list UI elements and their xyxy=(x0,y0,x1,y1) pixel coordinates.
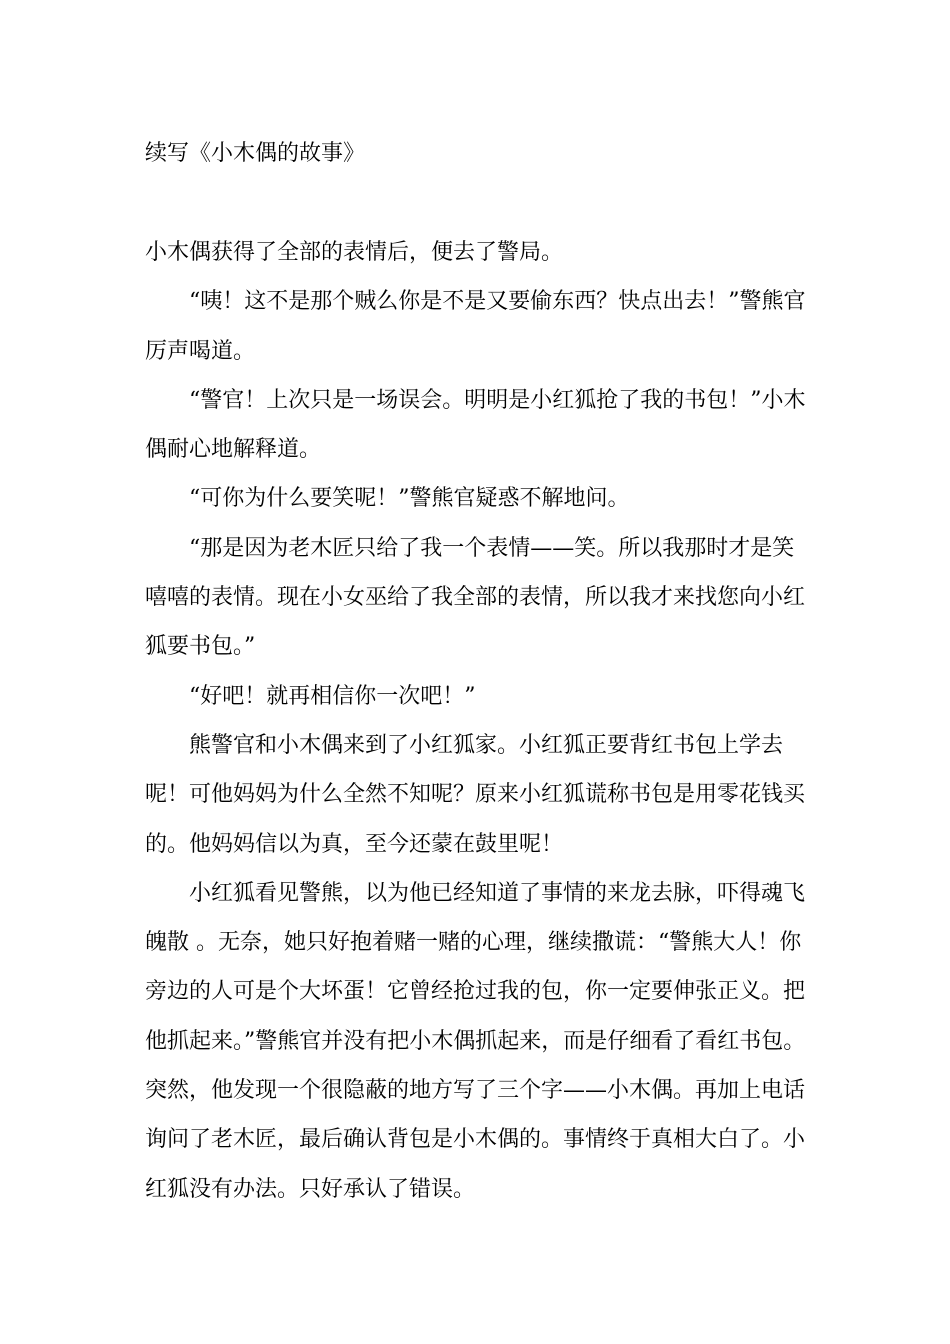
paragraph-4: “可你为什么要笑呢！”警熊官疑惑不解地问。 xyxy=(189,486,630,512)
paragraph-3: “警官！上次只是一场误会。明明是小红狐抢了我的书包！”小木偶耐心地解释道。 xyxy=(145,387,806,463)
paragraph-6: “好吧！就再相信你一次吧！” xyxy=(189,683,476,709)
paragraph-1: 小木偶获得了全部的表情后，便去了警局。 xyxy=(145,240,564,265)
paragraph-7: 熊警官和小木偶来到了小红狐家。小红狐正要背红书包上学去呢！可他妈妈为什么全然不知呢？原来小红狐谎称书包是用零花钱买的。他妈妈信以为真，至今还蒙在鼓里呢！ xyxy=(145,732,806,857)
paragraph-8: 小红狐看见警熊，以为他已经知道了事情的来龙去脉，吓得魂飞魄散 。无奈，她只好抱着赌一赌的心理，继续撒谎：“警熊大人！你旁边的人可是个大坏蛋！它曾经抢过我的包，你一定要伸张正义。把他抓起来。”警熊官并没有把小木偶抓起来，而是仔细看了看红书包。突然，他发现一个很隐蔽的地方写了三个字——小木偶。再加上电话询问了老木匠，最后确认背包是小木偶的。事情终于真相大白了。小红狐没有办法。只好承认了错误。 xyxy=(145,880,806,1202)
document-body xyxy=(145,228,807,1214)
paragraph-5: “那是因为老木匠只给了我一个表情——笑。所以我那时才是笑嘻嘻的表情。现在小女巫给了我全部的表情，所以我才来找您向小红狐要书包。” xyxy=(145,535,806,660)
document-title: 续写《小木偶的故事》 xyxy=(145,141,366,166)
paragraph-2: “咦！这不是那个贼么你是不是又要偷东西？快点出去！”警熊官厉声喝道。 xyxy=(145,289,806,364)
